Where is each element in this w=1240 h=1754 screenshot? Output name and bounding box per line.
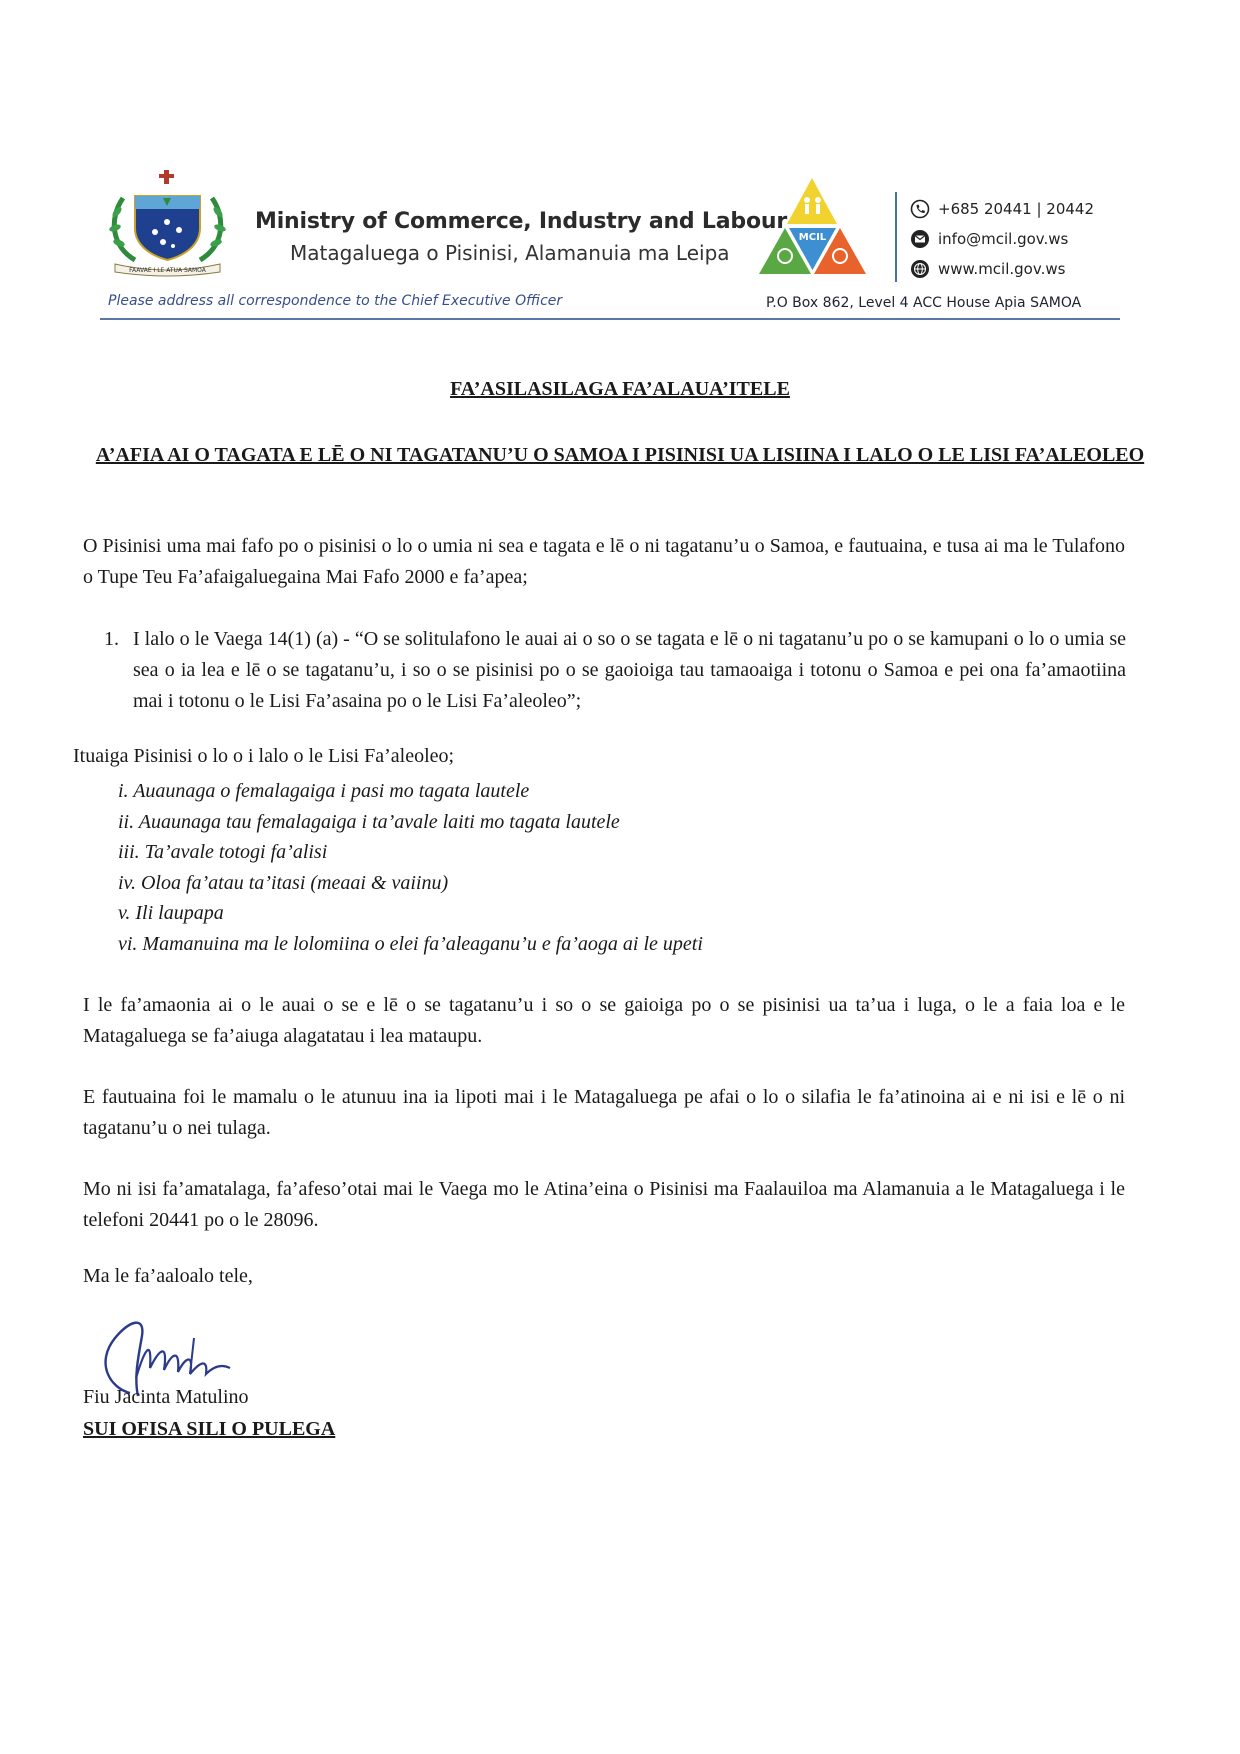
list-item: i. Auaunaga o femalagaiga i pasi mo tagata lautele [118, 780, 530, 802]
list-item: ii. Auaunaga tau femalagaiga i ta’avale laiti mo tagata lautele [118, 810, 620, 833]
contact-email [910, 227, 1068, 251]
website-url: www.mcil.gov.ws [938, 260, 1066, 278]
list-item: iv. Oloa fa’atau ta’itasi (meaai & vaiinu) [118, 871, 449, 894]
contact-website [910, 257, 1065, 281]
correspondence-note: Please address all correspondence to the Chief Executive Officer [108, 293, 563, 309]
signer-name: Fiu Jacinta Matulino [83, 1386, 249, 1408]
enforcement-paragraph: I le fa’amaonia ai o le auai o se e lē o se tagatanu’u i so o se gaioiga po o se pisinisi ua ta’ua i luga, o le a faia loa e le Matagaluega se fa’aiuga alagatatau i lea mataupu. [83, 994, 1125, 1047]
item-text: I lalo o le Vaega 14(1) (a) - “O se solitulafono le auai ai o so o se tagata e lē o ni tagatanu’u po o se kamupani o lo o umia se sea o ia lea e lē o se tagatanu’u, i so o se pisinisi po o se gaoioiga tau tamaoaiga i totonu o Samoa e pei ona fa’amaotiina mai i totonu o le Lisi Fa’asaina po o le Lisi Fa’aleoleo”; [133, 628, 1126, 712]
document-title: FA’ASILASILAGA FA’ALAUA’ITELE [450, 378, 790, 400]
list-item: vi. Mamanuina ma le lolomiina o elei fa’aleaganu’u e fa’aoga ai le upeti [118, 932, 703, 955]
ministry-name: Ministry of Commerce, Industry and Labour [255, 209, 787, 234]
closing-salutation: Ma le fa’aaloalo tele, [83, 1265, 253, 1287]
mcil-logo [755, 176, 870, 281]
phone-number: +685 20441 | 20442 [938, 200, 1094, 218]
coat-motto: FAAVAE I LE ATUA SAMOA [129, 267, 206, 274]
ministry-name-samoan: Matagaluega o Pisinisi, Alamanuia ma Leipa [290, 241, 730, 265]
document-subtitle: A’AFIA AI O TAGATA E LĒ O NI TAGATANU’U O SAMOA I PISINISI UA LISIINA I LALO O LE LISI FA’ALEOLEO [95, 444, 1145, 466]
postal-address: P.O Box 862, Level 4 ACC House Apia SAMOA [766, 295, 1082, 311]
numbered-item [104, 624, 1126, 717]
contact-paragraph: Mo ni isi fa’amatalaga, fa’afeso’otai mai le Vaega mo le Atina’eina o Pisinisi ma Faalauiloa ma Alamanuia a le Matagaluega i le telefoni 20441 po o le 28096. [83, 1178, 1125, 1231]
phone-icon [910, 199, 930, 219]
list-intro: Ituaiga Pisinisi o lo o i lalo o le Lisi Fa’aleoleo; [73, 745, 455, 767]
item-number: 1. [104, 628, 119, 650]
business-type-list [118, 776, 703, 959]
list-item: iii. Ta’avale totogi fa’alisi [118, 841, 328, 863]
letterhead-rule [100, 318, 1120, 320]
intro-paragraph: O Pisinisi uma mai fafo po o pisinisi o lo o umia ni sea e tagata e lē o ni tagatanu’u o Samoa, e fautuaina, e tusa ai ma le Tulafono o Tupe Teu Fa’afaigaluegaina Mai Fafo 2000 e fa’apea; [83, 535, 1125, 588]
email-icon [910, 229, 930, 249]
signer-title: SUI OFISA SILI O PULEGA [83, 1418, 336, 1440]
globe-icon [910, 259, 930, 279]
reporting-paragraph: E fautuaina foi le mamalu o le atunuu ina ia lipoti mai i le Matagaluega pe afai o lo o silafia le fa’atinoina ai e ni isi e lē o ni tagatanu’u o nei tulaga. [83, 1086, 1125, 1139]
contact-phone [910, 197, 1094, 221]
email-address: info@mcil.gov.ws [938, 230, 1069, 248]
header-divider [895, 192, 897, 282]
list-item: v. Ili laupapa [118, 902, 224, 924]
mcil-logo-text: MCIL [798, 232, 827, 243]
samoa-coat-of-arms-logo [105, 168, 230, 278]
